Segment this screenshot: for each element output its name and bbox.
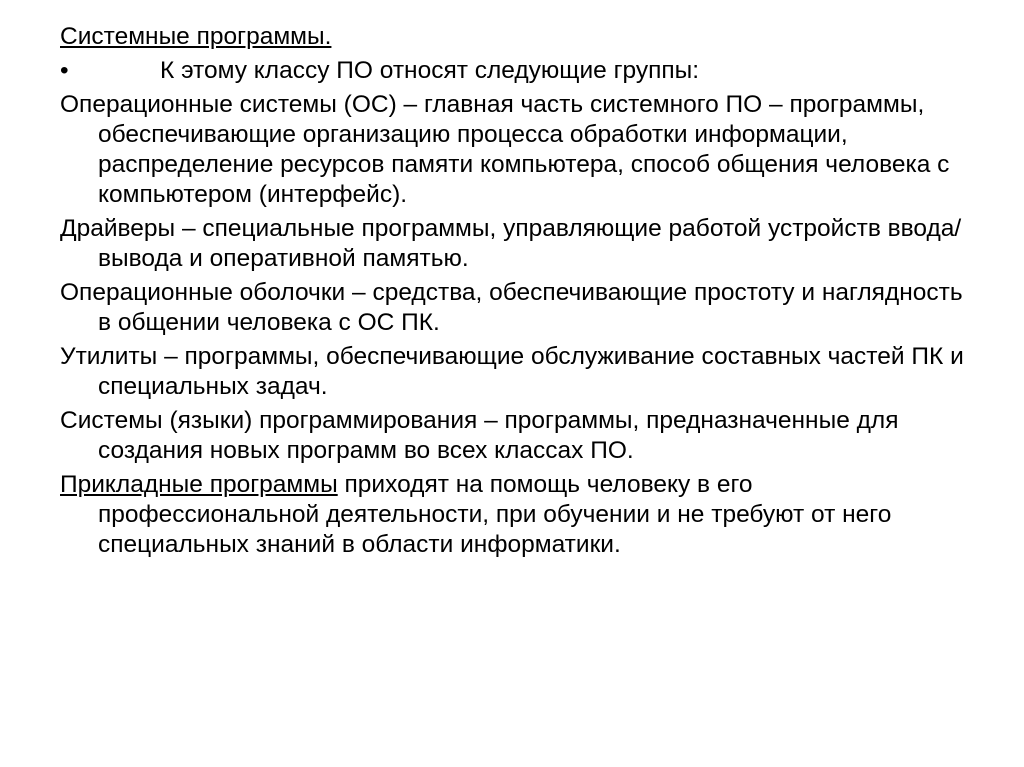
paragraph-drivers: Драйверы – специальные программы, управляющие работой устройств ввода/вывода и оперативной памятью. (60, 215, 962, 272)
title-text: Системные программы. (60, 23, 332, 50)
paragraph-programming-systems: Системы (языки) программирования – программы, предназначенные для создания новых программ во всех классах ПО. (60, 407, 899, 464)
applied-heading: Прикладные программы (60, 471, 338, 498)
slide-body (60, 22, 980, 564)
slide-title (60, 22, 980, 52)
intro-line (60, 56, 980, 86)
bullet-icon: • (60, 57, 69, 84)
paragraph-operating-systems: Операционные системы (ОС) – главная часть системного ПО – программы, обеспечивающие организацию процесса обработки информации, распределение ресурсов памяти компьютера, способ общения человека с компьютером (интерфейс). (60, 91, 950, 208)
paragraph-shells: Операционные оболочки – средства, обеспечивающие простоту и наглядность в общении человека с ОС ПК. (60, 279, 963, 336)
intro-text: К этому классу ПО относят следующие группы: (160, 57, 700, 84)
applied-text: приходят на помощь человеку в его профессиональной деятельности, при обучении и не требуют от него специальных знаний в области информатики. (98, 471, 892, 558)
paragraph-applied-programs (60, 470, 980, 560)
paragraph-utilities: Утилиты – программы, обеспечивающие обслуживание составных частей ПК и специальных задач. (60, 343, 964, 400)
